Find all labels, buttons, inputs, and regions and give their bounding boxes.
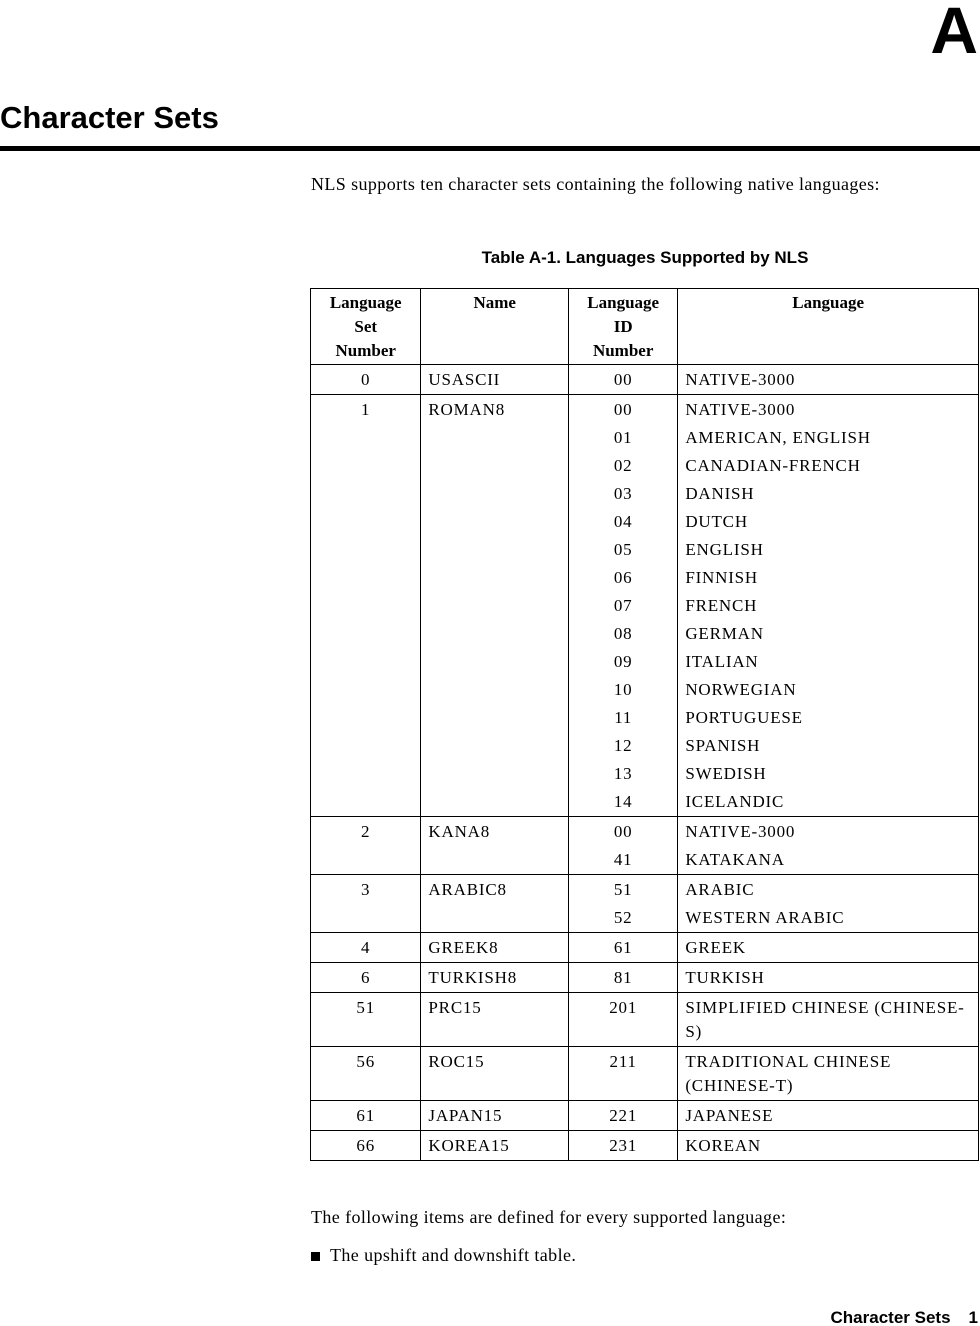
table-row bbox=[311, 1047, 979, 1101]
id-number-cell: 231 bbox=[569, 1131, 678, 1161]
list-item-text: The upshift and downshift table. bbox=[330, 1245, 577, 1265]
footer-section: Character Sets bbox=[830, 1308, 951, 1326]
set-number-cell: 0 bbox=[311, 365, 421, 395]
name-cell: ROC15 bbox=[421, 1047, 569, 1101]
language-cell: NATIVE-3000 bbox=[678, 365, 979, 395]
set-number-cell: 51 bbox=[311, 993, 421, 1047]
set-number-cell bbox=[311, 648, 421, 676]
name-cell bbox=[421, 760, 569, 788]
name-cell: JAPAN15 bbox=[421, 1101, 569, 1131]
set-number-cell bbox=[311, 620, 421, 648]
table-row bbox=[311, 760, 979, 788]
set-number-cell bbox=[311, 592, 421, 620]
page-number: 1 bbox=[968, 1308, 978, 1326]
table-group bbox=[311, 933, 979, 963]
table-row bbox=[311, 963, 979, 993]
page-title: Character Sets bbox=[0, 100, 219, 135]
set-number-cell: 4 bbox=[311, 933, 421, 963]
id-number-cell: 52 bbox=[569, 904, 678, 933]
table-group bbox=[311, 365, 979, 395]
bullet-icon bbox=[311, 1252, 320, 1261]
set-number-cell bbox=[311, 760, 421, 788]
table-group bbox=[311, 875, 979, 933]
name-cell bbox=[421, 788, 569, 817]
set-number-cell: 61 bbox=[311, 1101, 421, 1131]
id-number-cell: 04 bbox=[569, 508, 678, 536]
page-footer bbox=[831, 1308, 978, 1326]
id-number-cell: 07 bbox=[569, 592, 678, 620]
language-cell: NORWEGIAN bbox=[678, 676, 979, 704]
id-number-cell: 00 bbox=[569, 395, 678, 425]
set-number-cell bbox=[311, 480, 421, 508]
table-row bbox=[311, 395, 979, 425]
id-number-cell: 06 bbox=[569, 564, 678, 592]
name-cell: KANA8 bbox=[421, 817, 569, 847]
table-caption: Table A-1. Languages Supported by NLS bbox=[481, 248, 809, 267]
title-rule bbox=[0, 146, 980, 151]
table-row bbox=[311, 648, 979, 676]
table-group bbox=[311, 993, 979, 1047]
table-group bbox=[311, 395, 979, 817]
table-row bbox=[311, 846, 979, 875]
language-cell: ITALIAN bbox=[678, 648, 979, 676]
table-group bbox=[311, 1131, 979, 1161]
table-row bbox=[311, 676, 979, 704]
language-cell: ICELANDIC bbox=[678, 788, 979, 817]
language-cell: SWEDISH bbox=[678, 760, 979, 788]
id-number-cell: 10 bbox=[569, 676, 678, 704]
id-number-cell: 00 bbox=[569, 817, 678, 847]
language-cell: DUTCH bbox=[678, 508, 979, 536]
name-cell bbox=[421, 676, 569, 704]
set-number-cell: 2 bbox=[311, 817, 421, 847]
set-number-cell: 56 bbox=[311, 1047, 421, 1101]
table-row bbox=[311, 480, 979, 508]
set-number-cell bbox=[311, 424, 421, 452]
language-cell: TRADITIONAL CHINESE (CHINESE-T) bbox=[678, 1047, 979, 1101]
set-number-cell bbox=[311, 452, 421, 480]
table-header-row bbox=[311, 289, 979, 365]
id-number-cell: 08 bbox=[569, 620, 678, 648]
table-row bbox=[311, 564, 979, 592]
table-group bbox=[311, 1047, 979, 1101]
set-number-cell: 66 bbox=[311, 1131, 421, 1161]
name-cell bbox=[421, 424, 569, 452]
id-number-cell: 201 bbox=[569, 993, 678, 1047]
id-number-cell: 01 bbox=[569, 424, 678, 452]
name-cell bbox=[421, 620, 569, 648]
language-cell: KATAKANA bbox=[678, 846, 979, 875]
name-cell: PRC15 bbox=[421, 993, 569, 1047]
name-cell: ROMAN8 bbox=[421, 395, 569, 425]
name-cell: GREEK8 bbox=[421, 933, 569, 963]
name-cell: KOREA15 bbox=[421, 1131, 569, 1161]
name-cell: ARABIC8 bbox=[421, 875, 569, 905]
header-set-number: Language Set Number bbox=[311, 289, 421, 365]
set-number-cell: 3 bbox=[311, 875, 421, 905]
languages-table bbox=[310, 288, 979, 1161]
table-row bbox=[311, 993, 979, 1047]
set-number-cell bbox=[311, 846, 421, 875]
id-number-cell: 00 bbox=[569, 365, 678, 395]
set-number-cell bbox=[311, 508, 421, 536]
table-group bbox=[311, 963, 979, 993]
name-cell bbox=[421, 904, 569, 933]
language-cell: CANADIAN-FRENCH bbox=[678, 452, 979, 480]
header-id-number: Language ID Number bbox=[569, 289, 678, 365]
table-row bbox=[311, 1101, 979, 1131]
table-row bbox=[311, 817, 979, 847]
set-number-cell: 1 bbox=[311, 395, 421, 425]
id-number-cell: 221 bbox=[569, 1101, 678, 1131]
header-language: Language bbox=[678, 289, 979, 365]
name-cell bbox=[421, 846, 569, 875]
set-number-cell bbox=[311, 788, 421, 817]
set-number-cell bbox=[311, 564, 421, 592]
name-cell: USASCII bbox=[421, 365, 569, 395]
id-number-cell: 51 bbox=[569, 875, 678, 905]
table-row bbox=[311, 592, 979, 620]
intro-paragraph: NLS supports ten character sets containing the following native languages: bbox=[311, 174, 880, 194]
id-number-cell: 02 bbox=[569, 452, 678, 480]
set-number-cell bbox=[311, 732, 421, 760]
list-item bbox=[311, 1241, 576, 1269]
table-row bbox=[311, 452, 979, 480]
id-number-cell: 03 bbox=[569, 480, 678, 508]
name-cell bbox=[421, 592, 569, 620]
following-paragraph: The following items are defined for every supported language: bbox=[311, 1207, 787, 1227]
set-number-cell: 6 bbox=[311, 963, 421, 993]
id-number-cell: 05 bbox=[569, 536, 678, 564]
name-cell bbox=[421, 732, 569, 760]
name-cell bbox=[421, 536, 569, 564]
id-number-cell: 61 bbox=[569, 933, 678, 963]
name-cell bbox=[421, 648, 569, 676]
id-number-cell: 14 bbox=[569, 788, 678, 817]
language-cell: AMERICAN, ENGLISH bbox=[678, 424, 979, 452]
language-cell: FRENCH bbox=[678, 592, 979, 620]
language-cell: WESTERN ARABIC bbox=[678, 904, 979, 933]
name-cell bbox=[421, 480, 569, 508]
table-row bbox=[311, 424, 979, 452]
table-group bbox=[311, 1101, 979, 1131]
name-cell: TURKISH8 bbox=[421, 963, 569, 993]
set-number-cell bbox=[311, 676, 421, 704]
table-row bbox=[311, 788, 979, 817]
language-cell: DANISH bbox=[678, 480, 979, 508]
set-number-cell bbox=[311, 536, 421, 564]
language-cell: PORTUGUESE bbox=[678, 704, 979, 732]
language-cell: GERMAN bbox=[678, 620, 979, 648]
language-cell: JAPANESE bbox=[678, 1101, 979, 1131]
table-row bbox=[311, 1131, 979, 1161]
table-row bbox=[311, 536, 979, 564]
table-row bbox=[311, 732, 979, 760]
language-cell: FINNISH bbox=[678, 564, 979, 592]
table-row bbox=[311, 875, 979, 905]
id-number-cell: 41 bbox=[569, 846, 678, 875]
table-group bbox=[311, 817, 979, 875]
set-number-cell bbox=[311, 904, 421, 933]
id-number-cell: 81 bbox=[569, 963, 678, 993]
table-row bbox=[311, 508, 979, 536]
set-number-cell bbox=[311, 704, 421, 732]
language-cell: NATIVE-3000 bbox=[678, 817, 979, 847]
id-number-cell: 12 bbox=[569, 732, 678, 760]
name-cell bbox=[421, 564, 569, 592]
language-cell: ENGLISH bbox=[678, 536, 979, 564]
name-cell bbox=[421, 508, 569, 536]
appendix-letter: A bbox=[930, 0, 978, 67]
language-cell: GREEK bbox=[678, 933, 979, 963]
language-cell: ARABIC bbox=[678, 875, 979, 905]
header-name: Name bbox=[421, 289, 569, 365]
language-cell: SIMPLIFIED CHINESE (CHINESE-S) bbox=[678, 993, 979, 1047]
id-number-cell: 13 bbox=[569, 760, 678, 788]
name-cell bbox=[421, 452, 569, 480]
table-row bbox=[311, 704, 979, 732]
id-number-cell: 11 bbox=[569, 704, 678, 732]
id-number-cell: 211 bbox=[569, 1047, 678, 1101]
language-cell: TURKISH bbox=[678, 963, 979, 993]
id-number-cell: 09 bbox=[569, 648, 678, 676]
language-cell: SPANISH bbox=[678, 732, 979, 760]
language-cell: NATIVE-3000 bbox=[678, 395, 979, 425]
table-row bbox=[311, 620, 979, 648]
language-cell: KOREAN bbox=[678, 1131, 979, 1161]
table-row bbox=[311, 933, 979, 963]
table-row bbox=[311, 365, 979, 395]
table-row bbox=[311, 904, 979, 933]
name-cell bbox=[421, 704, 569, 732]
